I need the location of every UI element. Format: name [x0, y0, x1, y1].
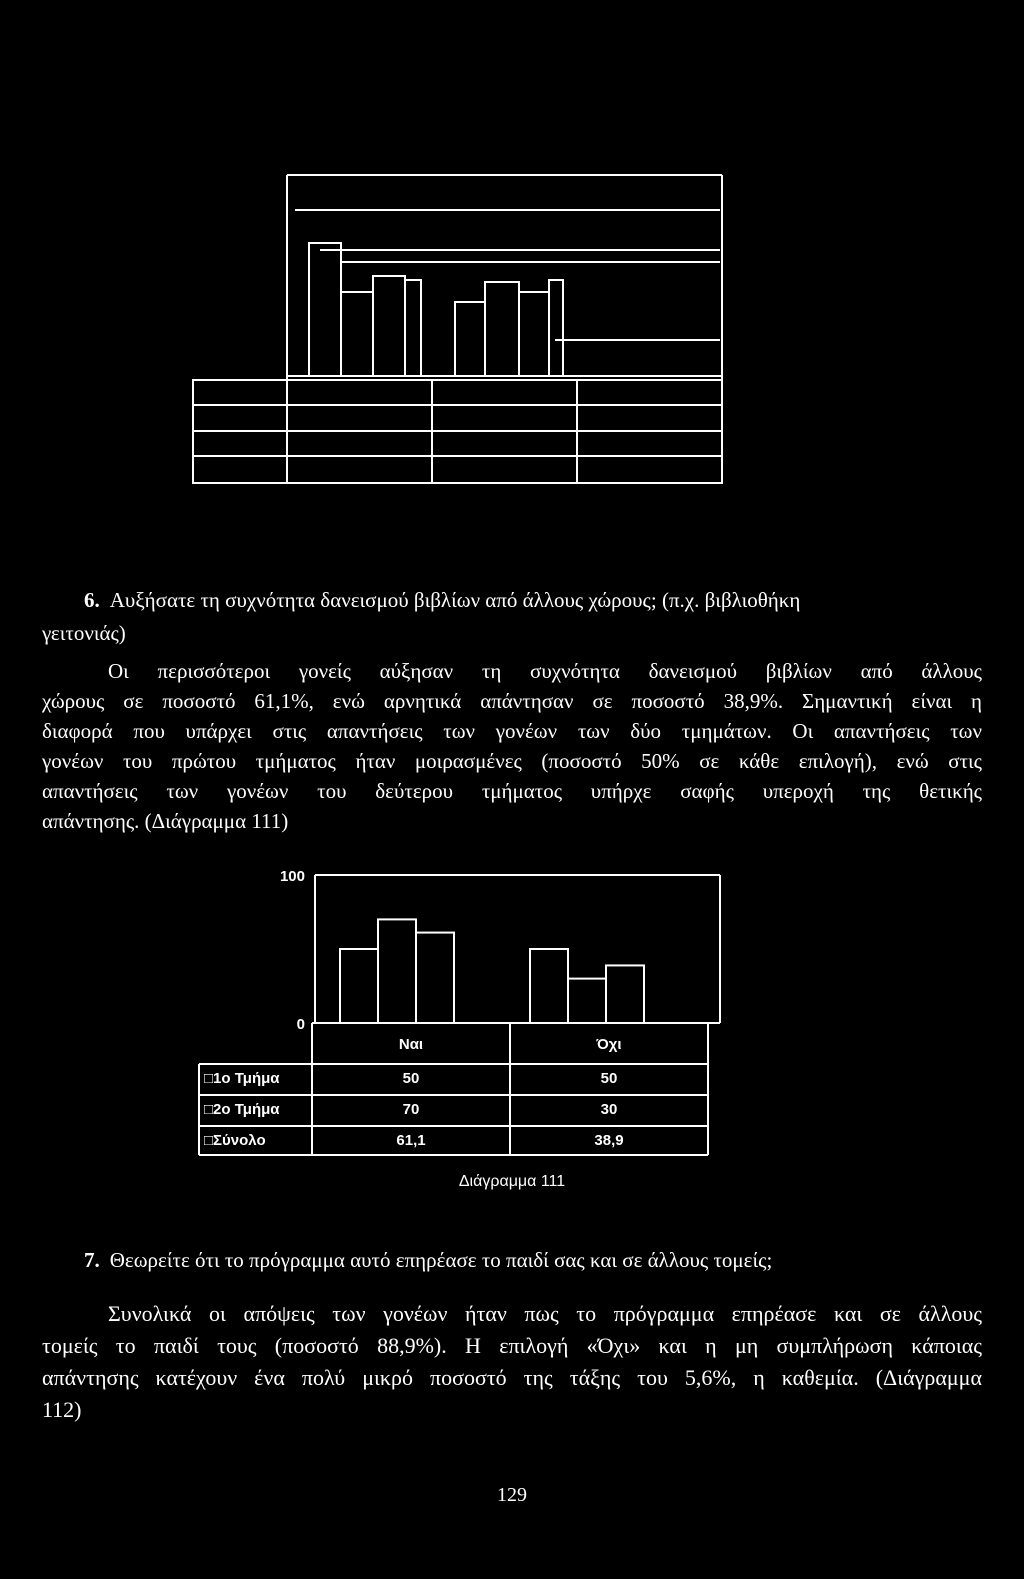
- bar-2-2: [568, 979, 606, 1023]
- paragraph-line: 112): [42, 1397, 82, 1422]
- question-7-number: 7.: [84, 1248, 100, 1272]
- bar: [485, 282, 519, 376]
- table-cell: 50: [402, 1070, 420, 1087]
- bar-3-1: [416, 933, 454, 1023]
- question-6-line-1: [84, 588, 800, 613]
- table-cell: 50: [600, 1070, 618, 1087]
- paragraph-line: απάντησης κατέχουν ένα πολύ μικρό ποσοστό της τάξης του 5,6%, η καθεμία. (Διάγραμμα: [42, 1365, 982, 1390]
- bar: [455, 302, 485, 376]
- paragraph-6: [42, 656, 982, 836]
- table-header: Όχι: [596, 1036, 622, 1053]
- legend-entry: □1ο Τμήμα: [204, 1070, 280, 1087]
- question-7-text: Θεωρείτε ότι το πρόγραμμα αυτό επηρέασε το παιδί σας και σε άλλους τομείς;: [109, 1248, 773, 1272]
- chart-111: [0, 865, 1024, 1045]
- legend-entry: □2ο Τμήμα: [204, 1101, 280, 1118]
- paragraph-line: απαντήσεις των γονέων του δεύτερου τμήματος υπήρχε σαφής υπεροχή της θετικής: [42, 779, 982, 803]
- table-cell: 61,1: [396, 1132, 426, 1149]
- paragraph-line: Συνολικά οι απόψεις των γονέων ήταν πως το πρόγραμμα επηρέασε και σε άλλους: [108, 1301, 982, 1326]
- paragraph-line: τομείς το παιδί τους (ποσοστό 88,9%). Η επιλογή «Όχι» και η μη συμπλήρωση κάποιας: [42, 1333, 982, 1358]
- y-tick-label: 100: [279, 868, 305, 885]
- paragraph-line: διαφορά που υπάρχει στις απαντήσεις των γονέων των δύο τμημάτων. Οι απαντήσεις των: [42, 719, 982, 743]
- bar-1-1: [340, 949, 378, 1023]
- table-cell: 30: [600, 1101, 618, 1118]
- paragraph-line: Οι περισσότεροι γονείς αύξησαν τη συχνότητα δανεισμού βιβλίων από άλλους: [108, 659, 982, 683]
- chart-top: [0, 0, 1024, 500]
- paragraph-7: [42, 1298, 982, 1426]
- paragraph-line: απάντησης. (Διάγραμμα 111): [42, 809, 289, 833]
- question-6-text: Αυξήσατε τη συχνότητα δανεισμού βιβλίων από άλλους χώρους; (π.χ. βιβλιοθήκη: [109, 588, 801, 612]
- bar: [341, 292, 373, 376]
- table-cell: 70: [402, 1101, 420, 1118]
- paragraph-line: χώρους σε ποσοστό 61,1%, ενώ αρνητικά απάντησαν σε ποσοστό 38,9%. Σημαντική είναι η: [42, 689, 982, 713]
- bar-3-2: [606, 965, 644, 1023]
- bar-1-2: [530, 949, 568, 1023]
- bar: [373, 276, 405, 376]
- table-cell: 38,9: [594, 1132, 624, 1149]
- question-6-line-2: γειτονιάς): [42, 621, 126, 645]
- table-header: Ναι: [398, 1036, 424, 1053]
- bar: [549, 280, 563, 376]
- bar: [405, 280, 421, 376]
- chart-111-caption: Διάγραμμα 111: [458, 1173, 566, 1190]
- question-6-number: 6.: [84, 588, 100, 612]
- bar-2-1: [378, 919, 416, 1023]
- legend-entry: □Σύνολο: [204, 1132, 266, 1149]
- page-number: 129: [497, 1484, 527, 1506]
- question-7-line: [84, 1248, 772, 1273]
- paragraph-line: γονέων του πρώτου τμήματος ήταν μοιρασμένες (ποσοστό 50% σε κάθε επιλογή), ενώ στις: [42, 749, 982, 773]
- chart-111-data-table: [198, 1022, 708, 1156]
- y-tick-label: 0: [296, 1016, 305, 1033]
- bar: [309, 243, 341, 376]
- bar: [519, 292, 549, 376]
